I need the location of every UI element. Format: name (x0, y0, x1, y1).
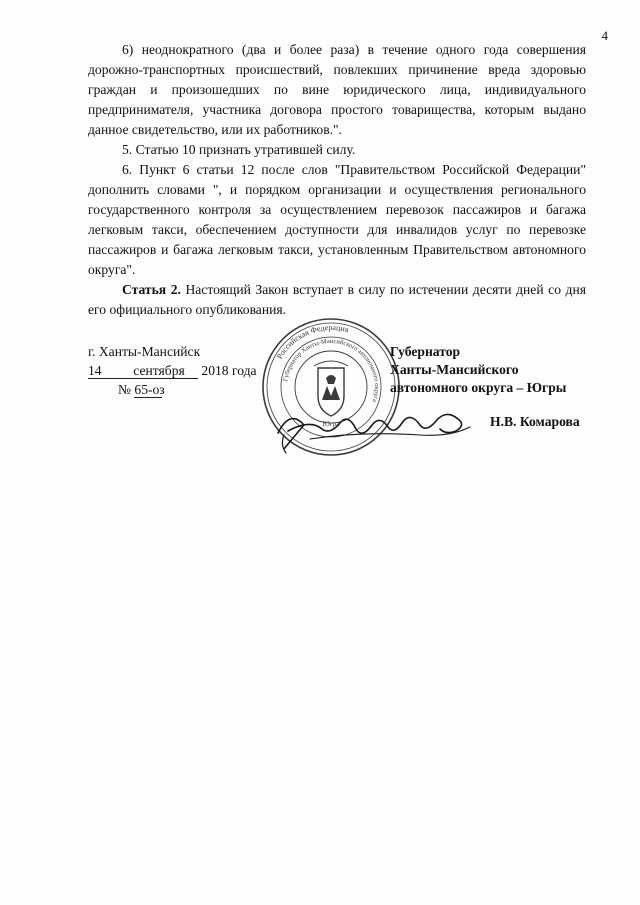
signature-mark (270, 395, 480, 455)
seal-inner-text: Губернатор Ханты-Мансийского автономного округа (282, 337, 381, 403)
paragraph-point-5: 5. Статью 10 признать утратившей силу. (122, 142, 356, 157)
page-number: 4 (601, 28, 608, 43)
governor-name: Н.В. Комарова (490, 414, 580, 429)
city: г. Ханты-Мансийск (88, 344, 201, 359)
place-date-block (88, 342, 257, 399)
paragraph-item-6: 6) неоднократного (два и более раза) в течение одного года совершения дорожно-транспортных происшествий, повлекших причинение вреда здоровью граждан и произошедших по вине юридического лица, индивидуального предпринимателя, участника договора простого товарищества, которым выдано данное свидетельство, или их работников.". (88, 42, 586, 137)
law-number-line (88, 380, 257, 399)
date-line (88, 361, 257, 380)
governor-title (390, 343, 566, 397)
paragraph-point-6: 6. Пункт 6 статьи 12 после слов "Правительством Российской Федерации" дополнить словами ", и порядком организации и осуществления регионального государственного контроля за осуществлением перевозок пассажиров и багажа легковым такси, обеспечением доступности для инвалидов услуг по перевозке пассажиров и багажа легковым такси, установленным Правительством автономного округа". (88, 162, 586, 277)
law-number: 65-оз (134, 382, 165, 397)
governor-title-line-1: Губернатор (390, 344, 461, 359)
date-year: 2018 года (201, 363, 257, 378)
article-2-text: Настоящий Закон вступает в силу по истечении десяти дней со дня его официального опубликования. (88, 282, 586, 317)
governor-title-line-3: автономного округа – Югры (390, 380, 567, 395)
paragraph-article-2 (88, 280, 586, 320)
number-sign: № (118, 382, 131, 397)
governor-title-line-2: Ханты-Мансийского (390, 362, 519, 377)
article-2-label: Статья 2. (122, 282, 181, 297)
date-month: сентября (120, 363, 198, 379)
seal-bottom-text: Югра (322, 420, 340, 428)
date-day: 14 (88, 363, 120, 379)
seal-outer-text: Российская Федерация (274, 322, 350, 361)
